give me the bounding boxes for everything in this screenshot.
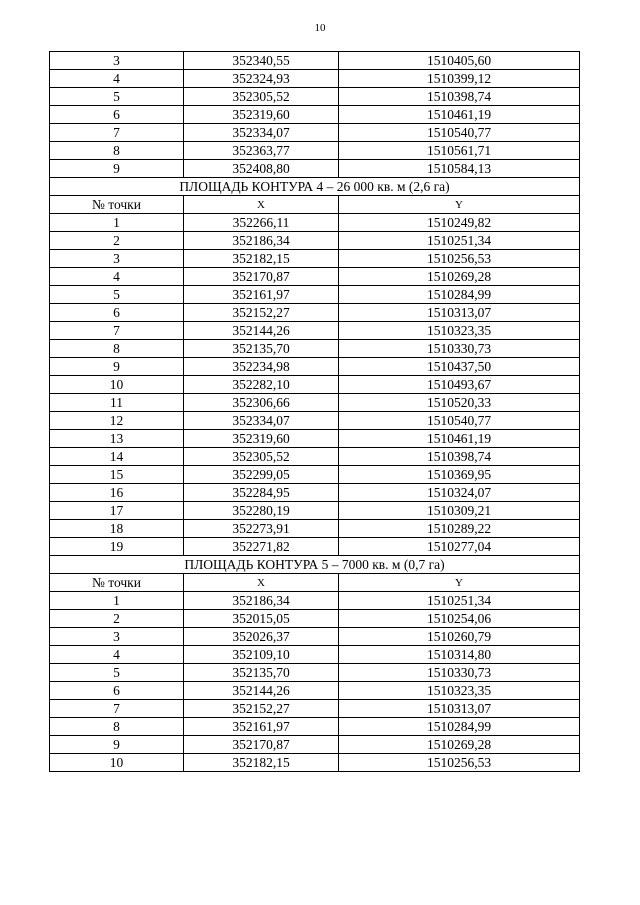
x-coordinate-cell: 352299,05	[184, 466, 339, 484]
point-number-cell: 3	[50, 628, 184, 646]
table-row	[50, 430, 580, 448]
point-number-cell: 6	[50, 106, 184, 124]
x-coordinate-cell: 352026,37	[184, 628, 339, 646]
point-number-cell: 5	[50, 88, 184, 106]
table-header-row	[50, 574, 580, 592]
point-number-cell: 2	[50, 232, 184, 250]
section-title: ПЛОЩАДЬ КОНТУРА 4 – 26 000 кв. м (2,6 га)	[50, 178, 580, 196]
x-coordinate-cell: 352170,87	[184, 736, 339, 754]
table-row	[50, 88, 580, 106]
y-coordinate-cell: 1510314,80	[339, 646, 580, 664]
point-number-cell: 8	[50, 340, 184, 358]
y-coordinate-cell: 1510309,21	[339, 502, 580, 520]
y-coordinate-cell: 1510323,35	[339, 682, 580, 700]
table-row	[50, 646, 580, 664]
point-number-cell: 7	[50, 124, 184, 142]
table-row	[50, 754, 580, 772]
x-coordinate-cell: 352161,97	[184, 286, 339, 304]
x-coordinate-cell: 352152,27	[184, 700, 339, 718]
x-coordinate-cell: 352170,87	[184, 268, 339, 286]
y-coordinate-cell: 1510289,22	[339, 520, 580, 538]
point-number-cell: 8	[50, 718, 184, 736]
x-coordinate-cell: 352135,70	[184, 340, 339, 358]
y-coordinate-cell: 1510324,07	[339, 484, 580, 502]
y-coordinate-cell: 1510398,74	[339, 448, 580, 466]
table-row	[50, 610, 580, 628]
section-title-row	[50, 556, 580, 574]
y-header: Y	[339, 574, 580, 592]
point-number-cell: 10	[50, 754, 184, 772]
y-coordinate-cell: 1510405,60	[339, 52, 580, 70]
y-coordinate-cell: 1510313,07	[339, 304, 580, 322]
x-coordinate-cell: 352144,26	[184, 682, 339, 700]
x-header: X	[184, 574, 339, 592]
point-number-header: № точки	[50, 574, 184, 592]
y-coordinate-cell: 1510540,77	[339, 412, 580, 430]
y-coordinate-cell: 1510399,12	[339, 70, 580, 88]
y-coordinate-cell: 1510284,99	[339, 718, 580, 736]
coordinates-table-body	[50, 52, 580, 772]
y-coordinate-cell: 1510254,06	[339, 610, 580, 628]
y-coordinate-cell: 1510269,28	[339, 268, 580, 286]
y-coordinate-cell: 1510323,35	[339, 322, 580, 340]
table-row	[50, 412, 580, 430]
table-row	[50, 250, 580, 268]
point-number-cell: 4	[50, 70, 184, 88]
y-coordinate-cell: 1510461,19	[339, 106, 580, 124]
table-row	[50, 682, 580, 700]
table-row	[50, 340, 580, 358]
table-row	[50, 538, 580, 556]
table-row	[50, 628, 580, 646]
y-coordinate-cell: 1510520,33	[339, 394, 580, 412]
y-coordinate-cell: 1510493,67	[339, 376, 580, 394]
point-number-cell: 1	[50, 592, 184, 610]
x-coordinate-cell: 352334,07	[184, 412, 339, 430]
point-number-cell: 3	[50, 250, 184, 268]
x-coordinate-cell: 352273,91	[184, 520, 339, 538]
x-coordinate-cell: 352282,10	[184, 376, 339, 394]
table-row	[50, 520, 580, 538]
x-coordinate-cell: 352334,07	[184, 124, 339, 142]
y-coordinate-cell: 1510540,77	[339, 124, 580, 142]
page-number: 10	[314, 22, 326, 34]
point-number-cell: 12	[50, 412, 184, 430]
point-number-cell: 9	[50, 358, 184, 376]
point-number-cell: 17	[50, 502, 184, 520]
point-number-header: № точки	[50, 196, 184, 214]
table-row	[50, 304, 580, 322]
y-coordinate-cell: 1510256,53	[339, 250, 580, 268]
point-number-cell: 16	[50, 484, 184, 502]
x-coordinate-cell: 352234,98	[184, 358, 339, 376]
y-coordinate-cell: 1510284,99	[339, 286, 580, 304]
x-coordinate-cell: 352015,05	[184, 610, 339, 628]
section-title-row	[50, 178, 580, 196]
point-number-cell: 9	[50, 736, 184, 754]
table-row	[50, 358, 580, 376]
table-row	[50, 322, 580, 340]
point-number-cell: 5	[50, 286, 184, 304]
x-coordinate-cell: 352109,10	[184, 646, 339, 664]
x-coordinate-cell: 352319,60	[184, 106, 339, 124]
x-coordinate-cell: 352186,34	[184, 232, 339, 250]
y-coordinate-cell: 1510269,28	[339, 736, 580, 754]
y-coordinate-cell: 1510251,34	[339, 232, 580, 250]
point-number-cell: 18	[50, 520, 184, 538]
y-coordinate-cell: 1510461,19	[339, 430, 580, 448]
table-row	[50, 466, 580, 484]
table-row	[50, 376, 580, 394]
table-row	[50, 70, 580, 88]
x-coordinate-cell: 352280,19	[184, 502, 339, 520]
x-coordinate-cell: 352363,77	[184, 142, 339, 160]
table-row	[50, 124, 580, 142]
table-row	[50, 268, 580, 286]
point-number-cell: 15	[50, 466, 184, 484]
table-row	[50, 502, 580, 520]
y-coordinate-cell: 1510249,82	[339, 214, 580, 232]
x-coordinate-cell: 352186,34	[184, 592, 339, 610]
table-row	[50, 160, 580, 178]
x-coordinate-cell: 352135,70	[184, 664, 339, 682]
y-coordinate-cell: 1510313,07	[339, 700, 580, 718]
point-number-cell: 7	[50, 322, 184, 340]
y-coordinate-cell: 1510584,13	[339, 160, 580, 178]
point-number-cell: 14	[50, 448, 184, 466]
table-row	[50, 484, 580, 502]
y-coordinate-cell: 1510561,71	[339, 142, 580, 160]
x-coordinate-cell: 352408,80	[184, 160, 339, 178]
y-coordinate-cell: 1510260,79	[339, 628, 580, 646]
y-header: Y	[339, 196, 580, 214]
y-coordinate-cell: 1510251,34	[339, 592, 580, 610]
x-coordinate-cell: 352284,95	[184, 484, 339, 502]
point-number-cell: 5	[50, 664, 184, 682]
y-coordinate-cell: 1510369,95	[339, 466, 580, 484]
coordinates-table	[49, 51, 580, 772]
x-coordinate-cell: 352340,55	[184, 52, 339, 70]
table-row	[50, 52, 580, 70]
table-row	[50, 592, 580, 610]
table-row	[50, 664, 580, 682]
x-coordinate-cell: 352271,82	[184, 538, 339, 556]
table-row	[50, 286, 580, 304]
x-coordinate-cell: 352306,66	[184, 394, 339, 412]
y-coordinate-cell: 1510256,53	[339, 754, 580, 772]
point-number-cell: 2	[50, 610, 184, 628]
point-number-cell: 6	[50, 682, 184, 700]
point-number-cell: 10	[50, 376, 184, 394]
table-row	[50, 214, 580, 232]
y-coordinate-cell: 1510277,04	[339, 538, 580, 556]
point-number-cell: 4	[50, 268, 184, 286]
x-coordinate-cell: 352152,27	[184, 304, 339, 322]
table-row	[50, 718, 580, 736]
point-number-cell: 7	[50, 700, 184, 718]
x-coordinate-cell: 352319,60	[184, 430, 339, 448]
point-number-cell: 9	[50, 160, 184, 178]
table-row	[50, 106, 580, 124]
point-number-cell: 1	[50, 214, 184, 232]
x-coordinate-cell: 352266,11	[184, 214, 339, 232]
x-coordinate-cell: 352182,15	[184, 250, 339, 268]
y-coordinate-cell: 1510330,73	[339, 664, 580, 682]
point-number-cell: 3	[50, 52, 184, 70]
x-coordinate-cell: 352305,52	[184, 88, 339, 106]
x-coordinate-cell: 352182,15	[184, 754, 339, 772]
x-coordinate-cell: 352161,97	[184, 718, 339, 736]
table-row	[50, 700, 580, 718]
point-number-cell: 11	[50, 394, 184, 412]
y-coordinate-cell: 1510330,73	[339, 340, 580, 358]
table-header-row	[50, 196, 580, 214]
point-number-cell: 13	[50, 430, 184, 448]
table-row	[50, 394, 580, 412]
x-coordinate-cell: 352305,52	[184, 448, 339, 466]
table-row	[50, 448, 580, 466]
table-row	[50, 736, 580, 754]
y-coordinate-cell: 1510398,74	[339, 88, 580, 106]
table-row	[50, 232, 580, 250]
x-coordinate-cell: 352144,26	[184, 322, 339, 340]
point-number-cell: 8	[50, 142, 184, 160]
x-coordinate-cell: 352324,93	[184, 70, 339, 88]
x-header: X	[184, 196, 339, 214]
y-coordinate-cell: 1510437,50	[339, 358, 580, 376]
point-number-cell: 19	[50, 538, 184, 556]
point-number-cell: 6	[50, 304, 184, 322]
point-number-cell: 4	[50, 646, 184, 664]
section-title: ПЛОЩАДЬ КОНТУРА 5 – 7000 кв. м (0,7 га)	[50, 556, 580, 574]
table-row	[50, 142, 580, 160]
